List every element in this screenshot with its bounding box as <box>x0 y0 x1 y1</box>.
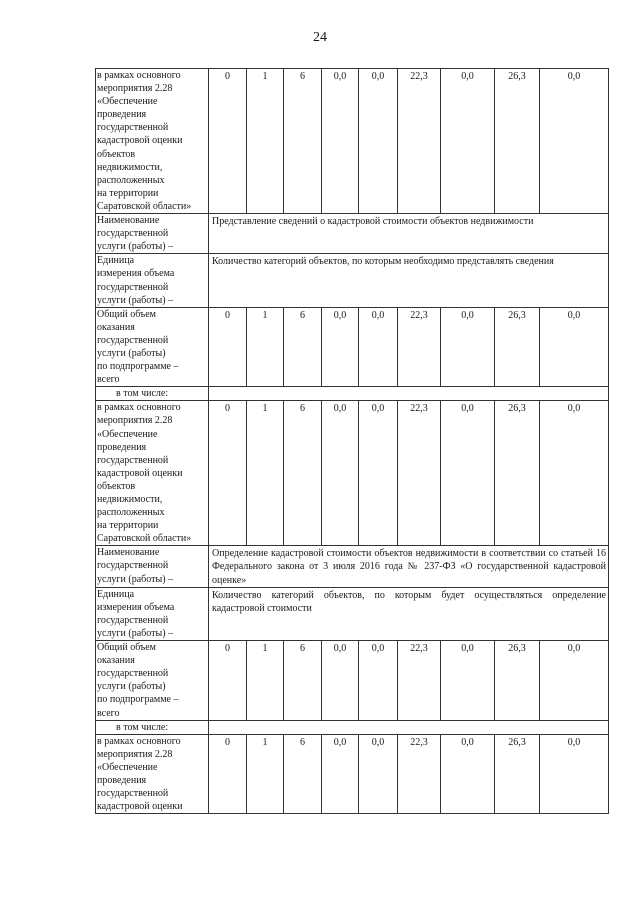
value-cell: 0,0 <box>540 641 609 721</box>
value-cell: 0,0 <box>441 641 495 721</box>
value-cell: 1 <box>247 307 284 387</box>
row-label-line: оказания <box>97 655 135 667</box>
empty-cell <box>209 720 609 734</box>
row-label-line: услуги (работы) – <box>97 294 174 306</box>
value-cell: 0 <box>209 401 247 546</box>
row-label-line: оказания <box>97 321 135 333</box>
row-label-line: услуги (работы) – <box>97 241 174 253</box>
row-label <box>96 720 209 734</box>
row-label <box>96 214 209 254</box>
row-label-line: на территории <box>97 520 159 532</box>
row-label-line: проведения <box>97 109 147 121</box>
table-row <box>96 69 609 214</box>
table-row <box>96 401 609 546</box>
row-label-line: «Обеспечение <box>97 761 158 773</box>
value-cell: 0,0 <box>540 307 609 387</box>
row-label-line: «Обеспечение <box>97 428 158 440</box>
row-label-line: измерения объема <box>97 601 175 613</box>
row-label-line: Единица <box>97 255 135 267</box>
row-label-line: расположенных <box>97 507 165 519</box>
value-cell: 0 <box>209 69 247 214</box>
row-label-line: в том числе: <box>116 388 169 400</box>
row-label-line: по подпрограмме – <box>97 694 179 706</box>
row-label-line: измерения объема <box>97 268 175 280</box>
row-label-line: Саратовской области» <box>97 533 192 545</box>
row-label-line: кадастровой оценки <box>97 135 183 147</box>
row-label-line: Общий объем <box>97 642 156 654</box>
value-cell: 0,0 <box>322 307 359 387</box>
page-number: 24 <box>313 30 327 45</box>
table-row <box>96 641 609 721</box>
description-cell: Количество категорий объектов, по которым необходимо представлять сведения <box>209 254 609 307</box>
value-cell: 0,0 <box>359 641 398 721</box>
row-label-line: мероприятия 2.28 <box>97 83 173 95</box>
row-label-line: проведения <box>97 441 147 453</box>
value-cell: 0,0 <box>441 734 495 814</box>
value-cell: 0 <box>209 307 247 387</box>
value-cell: 0,0 <box>441 69 495 214</box>
value-cell: 26,3 <box>495 401 540 546</box>
row-label-line: Единица <box>97 588 135 600</box>
value-cell: 0,0 <box>359 307 398 387</box>
value-cell: 0 <box>209 641 247 721</box>
row-label-line: в рамках основного <box>97 402 181 414</box>
value-cell: 0,0 <box>359 734 398 814</box>
row-label <box>96 401 209 546</box>
table-row <box>96 546 609 587</box>
row-label <box>96 254 209 307</box>
value-cell: 22,3 <box>398 69 441 214</box>
row-label-line: всего <box>97 707 120 719</box>
row-label-line: кадастровой оценки <box>97 467 183 479</box>
value-cell: 1 <box>247 69 284 214</box>
row-label-line: государственной <box>97 334 169 346</box>
value-cell: 0,0 <box>540 401 609 546</box>
row-label-line: в том числе: <box>116 721 169 733</box>
empty-cell <box>209 387 609 401</box>
row-label <box>96 587 209 640</box>
value-cell: 0 <box>209 734 247 814</box>
value-cell: 22,3 <box>398 307 441 387</box>
value-cell: 22,3 <box>398 401 441 546</box>
value-cell: 1 <box>247 734 284 814</box>
value-cell: 6 <box>284 641 322 721</box>
row-label-line: Наименование <box>97 547 160 559</box>
value-cell: 26,3 <box>495 734 540 814</box>
value-cell: 26,3 <box>495 307 540 387</box>
value-cell: 0,0 <box>322 401 359 546</box>
table-row <box>96 387 609 401</box>
value-cell: 6 <box>284 734 322 814</box>
value-cell: 6 <box>284 401 322 546</box>
table-row <box>96 720 609 734</box>
value-cell: 26,3 <box>495 641 540 721</box>
row-label-line: недвижимости, <box>97 494 163 505</box>
value-cell: 0,0 <box>322 641 359 721</box>
table-row <box>96 734 609 814</box>
table-row <box>96 254 609 307</box>
row-label-line: мероприятия 2.28 <box>97 748 173 760</box>
row-label-line: услуги (работы) <box>97 681 166 693</box>
row-label-line: государственной <box>97 454 169 466</box>
value-cell: 6 <box>284 69 322 214</box>
value-cell: 0,0 <box>322 734 359 814</box>
row-label-line: государственной <box>97 560 169 572</box>
row-label-line: государственной <box>97 122 169 134</box>
row-label-line: кадастровой оценки <box>97 801 183 813</box>
row-label-line: в рамках основного <box>97 70 181 81</box>
row-label <box>96 734 209 814</box>
table-row <box>96 307 609 387</box>
value-cell: 22,3 <box>398 734 441 814</box>
row-label-line: мероприятия 2.28 <box>97 415 173 427</box>
row-label-line: услуги (работы) – <box>97 627 174 639</box>
description-cell: Определение кадастровой стоимости объектов недвижимости в соответствии со статьей 16 Федерального закона от 3 июля 2016 года № 237-ФЗ «О государственной кадастровой оценке» <box>209 546 609 587</box>
value-cell: 22,3 <box>398 641 441 721</box>
value-cell: 1 <box>247 641 284 721</box>
row-label-line: объектов <box>97 480 136 492</box>
row-label-line: в рамках основного <box>97 735 181 747</box>
row-label-line: на территории <box>97 187 159 199</box>
row-label-line: объектов <box>97 148 136 160</box>
row-label-line: Наименование <box>97 215 160 227</box>
row-label <box>96 546 209 587</box>
row-label-line: государственной <box>97 614 169 626</box>
value-cell: 1 <box>247 401 284 546</box>
row-label-line: «Обеспечение <box>97 96 158 108</box>
row-label <box>96 69 209 214</box>
row-label-line: услуги (работы) <box>97 347 166 359</box>
row-label-line: государственной <box>97 668 169 680</box>
value-cell: 0,0 <box>540 69 609 214</box>
row-label-line: всего <box>97 374 120 386</box>
value-cell: 0,0 <box>540 734 609 814</box>
row-label-line: Общий объем <box>97 308 156 320</box>
table-row <box>96 587 609 640</box>
row-label <box>96 387 209 401</box>
row-label-line: государственной <box>97 228 169 240</box>
description-cell: Представление сведений о кадастровой стоимости объектов недвижимости <box>209 214 609 254</box>
value-cell: 26,3 <box>495 69 540 214</box>
row-label-line: недвижимости, <box>97 161 163 173</box>
row-label-line: Саратовской области» <box>97 200 192 212</box>
row-label-line: проведения <box>97 774 147 786</box>
row-label-line: государственной <box>97 281 169 293</box>
value-cell: 6 <box>284 307 322 387</box>
value-cell: 0,0 <box>441 307 495 387</box>
row-label <box>96 307 209 387</box>
row-label-line: по подпрограмме – <box>97 361 179 373</box>
row-label-line: государственной <box>97 788 169 800</box>
value-cell: 0,0 <box>441 401 495 546</box>
value-cell: 0,0 <box>359 69 398 214</box>
indicators-table <box>95 68 609 814</box>
description-cell: Количество категорий объектов, по которым будет осуществляться определение кадастровой стоимости <box>209 587 609 640</box>
table-row <box>96 214 609 254</box>
row-label-line: услуги (работы) – <box>97 573 174 585</box>
value-cell: 0,0 <box>359 401 398 546</box>
row-label <box>96 641 209 721</box>
row-label-line: расположенных <box>97 174 165 186</box>
value-cell: 0,0 <box>322 69 359 214</box>
